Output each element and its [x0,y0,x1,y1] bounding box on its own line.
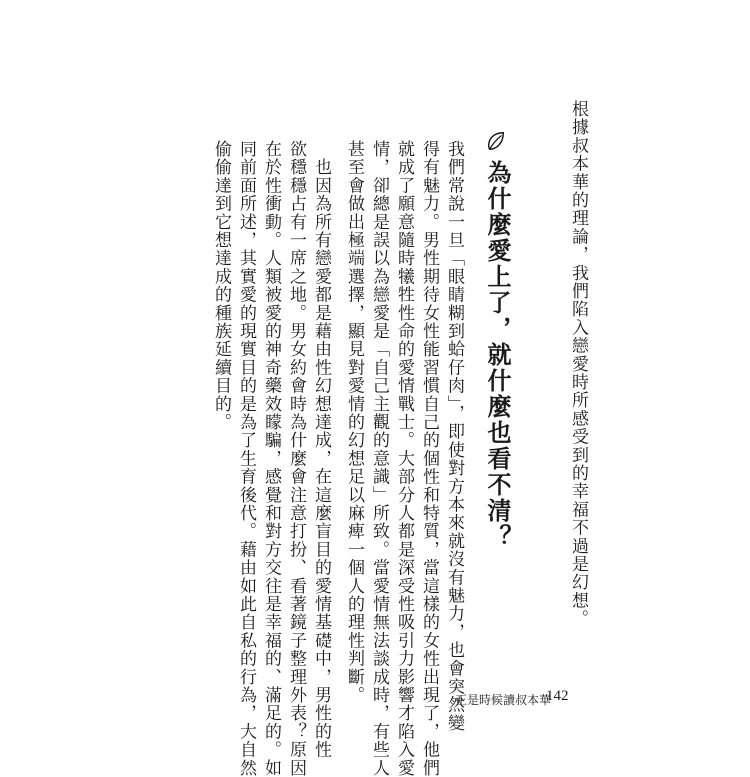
paragraph2-line2: 欲穩穩占有一席之地。男女約會時為什麼會注意打扮、看著鏡子整理外表？原因 [286,140,306,777]
paragraph2-line3: 在於性衝動。人類被愛的神奇藥效矇騙，感覺和對方交往是幸福的、滿足的。如 [261,140,281,777]
paragraph1-line4: 情，卻總是誤以為戀愛是「自己主觀的意識」所致。當愛情無法談成時，有些人 [369,140,389,777]
paragraph1-line1: 我們常說一旦「眼睛糊到蛤仔肉」，即使對方本來就沒有魅力，也會突然變 [444,140,464,733]
section-heading-block [482,130,512,550]
running-footer-title: 正是時候讀叔本華 [455,693,552,707]
paragraph2-line4: 同前面所述，其實愛的現實目的是為了生育後代。藉由如此自私的行為，大自然 [236,140,256,777]
paragraph1-line3: 就成了願意隨時犧牲性命的愛情戰士。大部分人都是深受性吸引力影響才陷入愛 [394,140,414,777]
section-heading: 為什麼愛上了，就什麼也看不清？ [483,160,512,550]
paragraph2-line1: 也因為所有戀愛都是藉由性幻想達成，在這麼盲目的愛情基礎中，男性的性 [311,140,331,759]
paragraph2-line5: 偷偷達到它想達成的種族延續目的。 [211,140,231,432]
paragraph1-line5: 甚至會做出極端選擇，顯見對愛情的幻想足以麻痺一個人的理性判斷。 [344,140,364,705]
leaf-icon [485,130,507,152]
paragraph1-line2: 得有魅力。男性期待女性能習慣自己的個性和特質，當這樣的女性出現了，他們 [419,140,439,777]
intro-line: 根據叔本華的理論，我們陷入戀愛時所感受到的幸福不過是幻想。 [568,100,588,628]
page-number: 142 [546,688,569,704]
